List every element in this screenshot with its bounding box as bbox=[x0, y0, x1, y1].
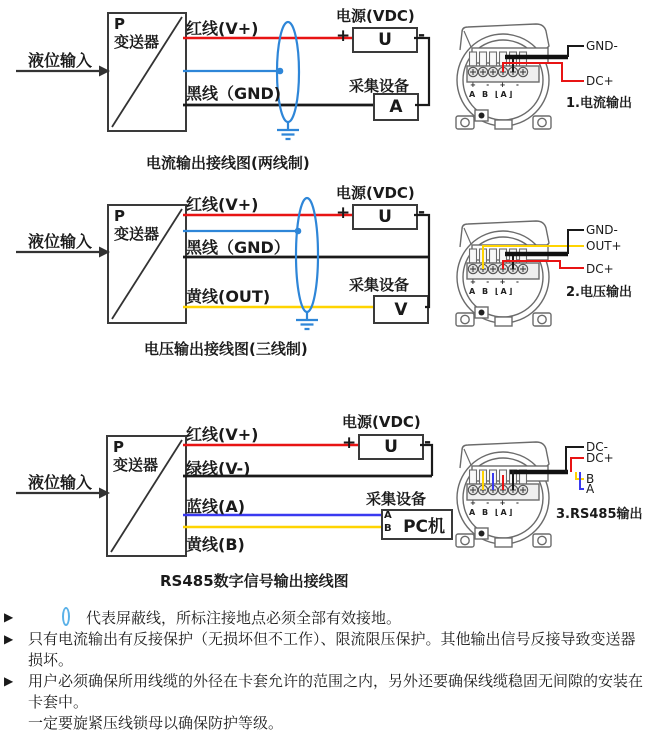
mount-bolt-left bbox=[461, 315, 469, 323]
daq-symbol: V bbox=[394, 299, 408, 320]
note-cable-gland bbox=[4, 671, 648, 734]
head-out-gnd-label: GND- bbox=[586, 39, 618, 53]
transmitter-box bbox=[107, 12, 187, 132]
transmitter-name-label: 变送器 bbox=[113, 456, 159, 474]
psu-box bbox=[352, 27, 418, 53]
note-bullet-icon: ▶ bbox=[4, 674, 14, 688]
head-caption: 2.电压输出 bbox=[566, 285, 632, 300]
psu-symbol: U bbox=[378, 30, 392, 50]
lock-screw-dot bbox=[479, 113, 485, 119]
head-b-branch bbox=[576, 472, 584, 479]
note-protection bbox=[4, 629, 648, 671]
pc-port-a-label: A bbox=[384, 510, 392, 521]
shield-line-icon bbox=[62, 607, 70, 626]
yellow-wire-label: 黄线(B) bbox=[186, 535, 245, 554]
psu-box bbox=[358, 434, 424, 460]
shield-ellipse bbox=[296, 198, 318, 312]
transmitter-head-3 bbox=[448, 438, 560, 554]
bottom-tab bbox=[495, 120, 512, 129]
note-bullet-icon: ▶ bbox=[4, 610, 14, 624]
head-caption: 1.电流输出 bbox=[566, 96, 632, 111]
terminal-signs-row: + - + - bbox=[470, 278, 523, 286]
psu-minus-sign: - bbox=[418, 202, 426, 222]
green-wire-label: 绿线(V-) bbox=[186, 459, 251, 478]
transmitter-head-1 bbox=[448, 20, 560, 136]
black-wire-label: 黑线（GND) bbox=[186, 84, 282, 103]
psu-title: 电源(VDC) bbox=[336, 184, 415, 202]
head-out-a-label: A bbox=[586, 482, 595, 496]
head-out-dc-label: DC+ bbox=[586, 74, 614, 88]
psu-plus-sign: + bbox=[336, 203, 351, 223]
psu-plus-sign: + bbox=[336, 26, 351, 46]
note-bullet-icon: ▶ bbox=[4, 632, 14, 646]
daq-title: 采集设备 bbox=[349, 276, 410, 294]
black-wire-label: 黑线（GND） bbox=[186, 238, 290, 257]
transmitter-box bbox=[106, 435, 187, 557]
head-out-gnd-label: GND- bbox=[586, 223, 618, 237]
mount-bolt-left bbox=[461, 536, 469, 544]
head-out-dcplus-label: DC+ bbox=[586, 451, 614, 465]
blue-wire-label: 蓝线(A) bbox=[186, 497, 246, 516]
note-shield-text: 代表屏蔽线，所标注接地点必须全部有效接地。 bbox=[86, 609, 402, 627]
daq-title: 采集设备 bbox=[366, 490, 427, 508]
psu-title: 电源(VDC) bbox=[342, 413, 421, 431]
yellow-wire-label: 黄线(OUT) bbox=[186, 287, 271, 306]
transmitter-name-label: 变送器 bbox=[114, 225, 160, 243]
lock-screw-dot bbox=[479, 531, 485, 537]
terminal-signs-row: + - + - bbox=[470, 499, 523, 507]
head-dcplus-branch bbox=[571, 458, 584, 472]
red-wire-label: 红线(V+) bbox=[186, 425, 259, 444]
head-dcminus-branch bbox=[566, 447, 584, 472]
head-out-dcminus-label: DC- bbox=[586, 440, 608, 454]
input-label: 液位输入 bbox=[28, 51, 93, 70]
daq-box bbox=[373, 295, 429, 324]
pc-symbol: PC机 bbox=[403, 517, 445, 537]
note-locknut-text: 一定要旋紧压线锁母以确保防护等级。 bbox=[28, 714, 284, 732]
note-shield bbox=[4, 607, 648, 629]
ground-symbol bbox=[296, 312, 318, 329]
head-gnd-branch bbox=[568, 230, 584, 254]
head-caption: 3.RS485输出 bbox=[556, 507, 643, 522]
ground-symbol bbox=[277, 122, 299, 139]
mount-bolt-right bbox=[538, 118, 546, 126]
rs485-output-diagram bbox=[0, 400, 650, 605]
daq-box bbox=[373, 93, 419, 121]
diagram-caption: RS485数字信号输出接线图 bbox=[160, 572, 349, 590]
note-protection-text: 只有电流输出有反接保护（无损坏但不工作）、限流限压保护。其他输出信号反接导致变送器损坏。 bbox=[28, 630, 636, 669]
shield-ellipse bbox=[277, 22, 299, 122]
psu-symbol: U bbox=[378, 207, 392, 227]
mount-bolt-right bbox=[538, 536, 546, 544]
input-label: 液位输入 bbox=[28, 232, 93, 251]
bottom-tab bbox=[495, 317, 512, 326]
shield-tap-dot bbox=[295, 228, 302, 235]
head-out-out-label: OUT+ bbox=[586, 239, 622, 253]
transmitter-name-label: 变送器 bbox=[114, 33, 160, 51]
shield-tap-dot bbox=[277, 68, 284, 75]
transmitter-p-label: P bbox=[114, 207, 125, 225]
note-cable-gland-text: 用户必须确保所用线缆的外径在卡套允许的范围之内，另外还要确保线缆稳固无间隙的安装在卡套中。 bbox=[28, 672, 644, 711]
transmitter-head-drawing bbox=[448, 438, 560, 550]
input-label: 液位输入 bbox=[28, 473, 93, 492]
terminal-names-row: A B ⌊A⌋ bbox=[469, 508, 515, 517]
psu-box bbox=[352, 204, 418, 230]
daq-symbol: A bbox=[389, 97, 403, 117]
psu-minus-sign: - bbox=[418, 25, 426, 45]
transmitter-head-drawing bbox=[448, 217, 560, 329]
red-wire-label: 红线(V+) bbox=[186, 19, 259, 38]
transmitter-box bbox=[107, 204, 187, 324]
current-output-diagram bbox=[0, 6, 650, 178]
diagram-caption: 电压输出接线图(三线制) bbox=[144, 340, 308, 358]
mount-bolt-left bbox=[461, 118, 469, 126]
terminal-names-row: A B ⌊A⌋ bbox=[469, 90, 515, 99]
transmitter-p-label: P bbox=[114, 15, 125, 33]
terminal-names-row: A B ⌊A⌋ bbox=[469, 287, 515, 296]
transmitter-p-label: P bbox=[113, 438, 124, 456]
daq-title: 采集设备 bbox=[349, 77, 410, 95]
note-shield-body bbox=[28, 609, 401, 627]
psu-title: 电源(VDC) bbox=[336, 7, 415, 25]
head-a-branch bbox=[580, 472, 584, 489]
diagram-caption: 电流输出接线图(两线制) bbox=[146, 154, 310, 172]
red-wire-label: 红线(V+) bbox=[186, 195, 259, 214]
transmitter-head-drawing bbox=[448, 20, 560, 132]
psu-symbol: U bbox=[384, 437, 398, 457]
bottom-tab bbox=[495, 538, 512, 547]
mount-bolt-right bbox=[538, 315, 546, 323]
head-out-b-label: B bbox=[586, 472, 595, 486]
head-gnd-branch bbox=[568, 46, 584, 57]
lock-screw-dot bbox=[479, 310, 485, 316]
terminal-signs-row: + - + - bbox=[470, 81, 523, 89]
psu-minus-sign: - bbox=[424, 432, 432, 452]
psu-plus-sign: + bbox=[342, 433, 357, 453]
notes-section bbox=[4, 607, 648, 734]
transmitter-head-2 bbox=[448, 217, 560, 333]
pc-port-b-label: B bbox=[384, 523, 392, 534]
voltage-output-diagram bbox=[0, 180, 650, 382]
head-out-dc-label: DC+ bbox=[586, 262, 614, 276]
